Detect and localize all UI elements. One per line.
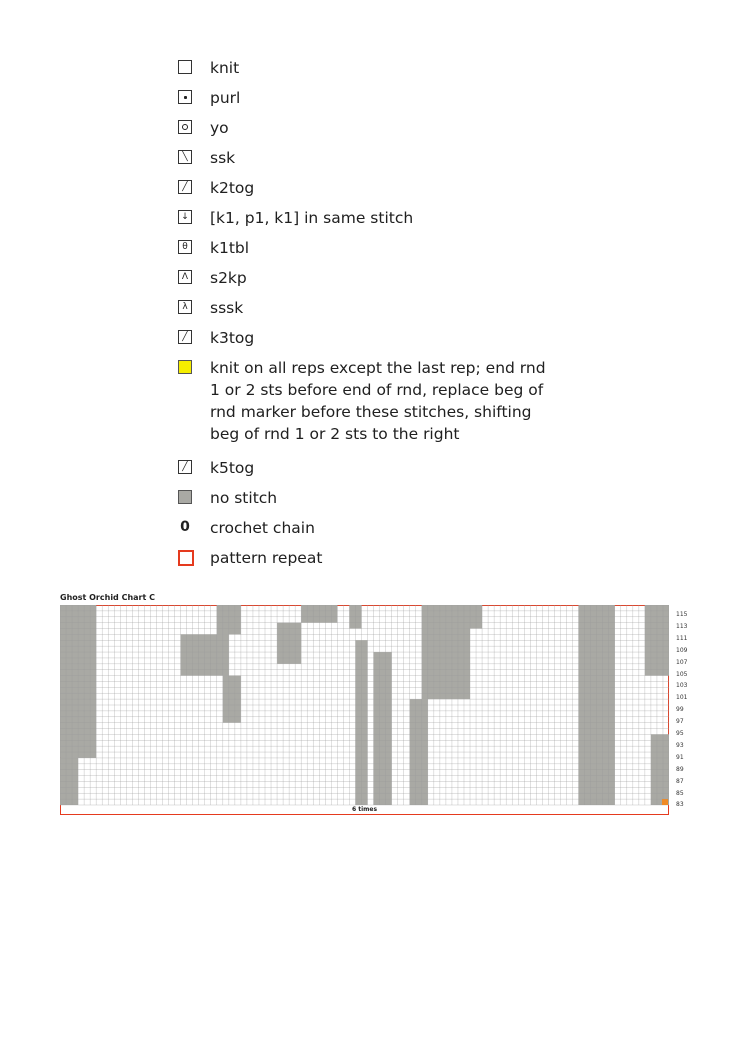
yellow-box-icon bbox=[178, 360, 192, 374]
row-label: 99 bbox=[676, 706, 684, 714]
legend-label: purl bbox=[210, 89, 241, 107]
row-label: 101 bbox=[676, 694, 688, 702]
row-label: 105 bbox=[676, 670, 688, 678]
backslash-box-icon: ╲ bbox=[178, 150, 192, 164]
chain-icon: 0 bbox=[180, 519, 190, 535]
yellow-marker bbox=[662, 799, 668, 805]
row-label: 109 bbox=[676, 646, 688, 654]
legend-label: pattern repeat bbox=[210, 549, 323, 567]
row-label: 103 bbox=[676, 682, 688, 690]
legend-label: [k1, p1, k1] in same stitch bbox=[210, 209, 414, 227]
caret-box-icon: Λ bbox=[178, 270, 192, 284]
row-label: 93 bbox=[676, 741, 684, 749]
legend-label: crochet chain bbox=[210, 519, 315, 537]
sssk-box-icon: λ bbox=[178, 300, 192, 314]
legend-label: k1tbl bbox=[210, 239, 250, 257]
red-box-icon bbox=[178, 550, 194, 566]
legend-label: knit bbox=[210, 59, 240, 77]
row-label: 91 bbox=[676, 753, 684, 761]
legend-label: yo bbox=[210, 119, 229, 137]
row-label: 87 bbox=[676, 777, 684, 785]
k3tog-box-icon: ╱ bbox=[178, 330, 192, 344]
row-label: 95 bbox=[676, 730, 684, 737]
repeat-times-label: 6 times bbox=[351, 806, 378, 813]
legend-label: s2kp bbox=[210, 269, 247, 287]
row-label: 111 bbox=[676, 634, 688, 642]
legend-label: knit on all reps except the last rep; end rnd 1 or 2 sts before end of rnd, replace beg of rnd marker before these stitches, shifting beg of rnd 1 or 2 sts to the right bbox=[210, 359, 551, 443]
row-label: 89 bbox=[676, 765, 684, 773]
legend-label: k5tog bbox=[210, 459, 255, 477]
legend-label: sssk bbox=[210, 299, 244, 317]
increase-box-icon: ↓ bbox=[178, 210, 192, 224]
row-label: 115 bbox=[676, 611, 688, 618]
gray-box-icon bbox=[178, 490, 192, 504]
legend-label: ssk bbox=[210, 149, 236, 167]
blank-box-icon bbox=[178, 60, 192, 74]
knitting-chart-grid bbox=[60, 605, 669, 815]
row-label: 107 bbox=[676, 658, 688, 666]
legend-label: k3tog bbox=[210, 329, 255, 347]
twisted-box-icon: θ bbox=[178, 240, 192, 254]
k5tog-box-icon: ╱ bbox=[178, 460, 192, 474]
row-label: 85 bbox=[676, 789, 684, 797]
row-label: 97 bbox=[676, 718, 684, 726]
legend-label: k2tog bbox=[210, 179, 255, 197]
row-label: 113 bbox=[676, 622, 688, 630]
slash-box-icon: ╱ bbox=[178, 180, 192, 194]
legend-label: no stitch bbox=[210, 489, 278, 507]
row-label: 83 bbox=[676, 801, 684, 809]
circle-box-icon bbox=[178, 120, 192, 134]
dot-box-icon bbox=[178, 90, 192, 104]
chart-title: Ghost Orchid Chart C bbox=[60, 593, 155, 602]
